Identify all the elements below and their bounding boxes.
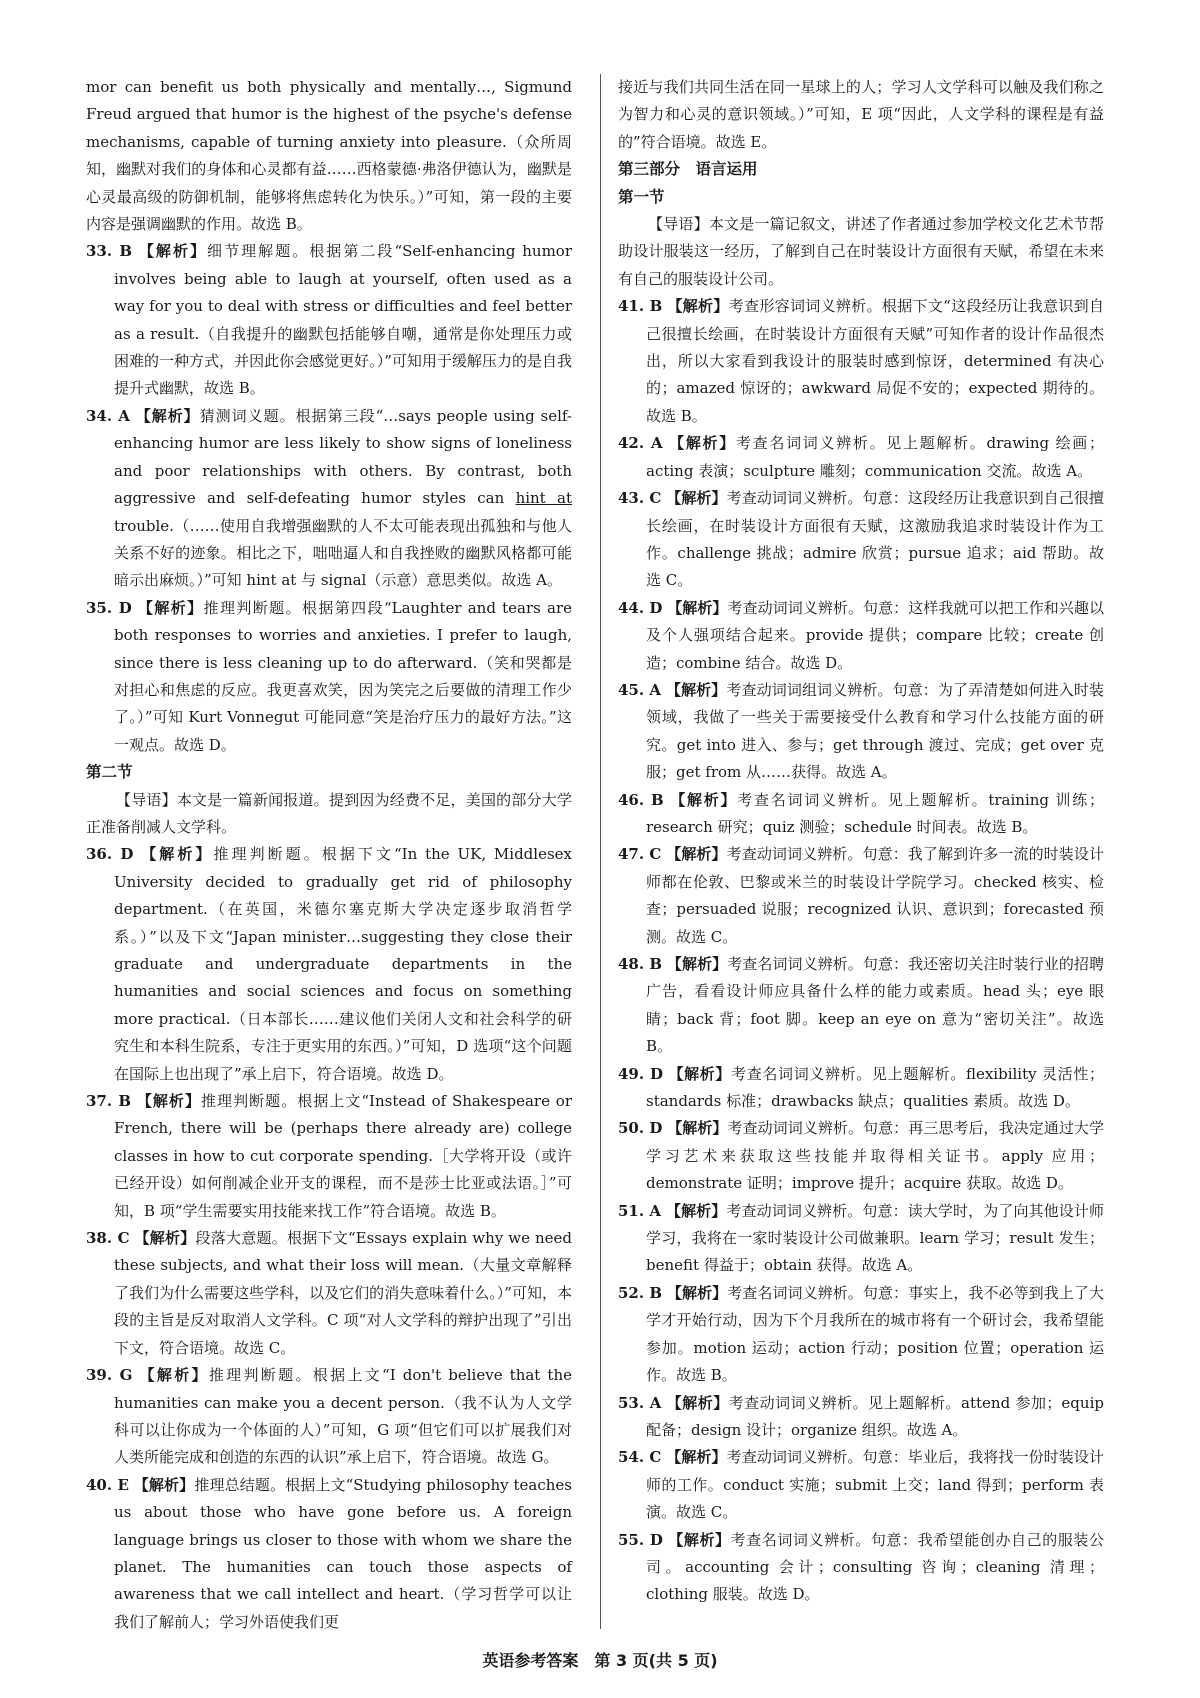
analysis-tag: 【解析】 bbox=[667, 1119, 728, 1138]
section-2-guide: 【导语】本文是一篇新闻报道。提到因为经费不足，美国的部分大学正准备削减人文学科。 bbox=[86, 790, 572, 836]
analysis-tag: 【解析】 bbox=[666, 1393, 729, 1412]
answer-item bbox=[618, 787, 1104, 842]
analysis-tag: 【解析】 bbox=[669, 434, 736, 453]
q32-continuation: mor can benefit us both physically and mentally…, Sigmund Freud argued that humor is the highest of the psyche's defense mechanisms, capable of turning anxiety into pleasure.（众所周知，幽默对我们的身体和心灵都有益……西格蒙德·弗洛伊德认为，幽默是心灵最高级的防御机制，能够将焦虑转化为快乐。）”可知，第一段的主要内容是强调幽默的作用。故选 B。 bbox=[86, 78, 572, 234]
analysis-text: 推理判断题。根据下文“In the UK, Middlesex University decided to gradually get rid of philosophy department.（在英国，米德尔塞克斯大学决定逐步取消哲学系。）”以及下文“Japan minister…suggesting they close their graduate and undergraduate departments in the humanities and social sciences and focus on something more practical.（日本部长……建议他们关闭人文和社会科学的研究生和本科生院系，专注于更实用的东西。）”可知，D 选项“这个问题在国际上也出现了”承上启下，符合语境。故选 D。 bbox=[114, 845, 572, 1083]
section-1-guide: 【导语】本文是一篇记叙文，讲述了作者通过参加学校文化艺术节帮助设计服装这一经历，了解到自己在时装设计方面很有天赋，希望在未来有自己的服装设计公司。 bbox=[618, 215, 1104, 288]
answer-item bbox=[618, 1198, 1104, 1280]
analysis-tag: 【解析】 bbox=[136, 1092, 202, 1111]
analysis-tag: 【解析】 bbox=[665, 1201, 727, 1220]
answer-number: 45. A bbox=[618, 680, 662, 699]
answer-item bbox=[618, 1527, 1104, 1609]
answer-number: 33. B bbox=[86, 242, 133, 261]
answer-number: 36. D bbox=[86, 845, 134, 864]
answer-item bbox=[618, 1390, 1104, 1445]
answer-number: 41. B bbox=[618, 297, 663, 316]
analysis-tag: 【解析】 bbox=[133, 1475, 195, 1494]
q40-continuation: 接近与我们共同生活在同一星球上的人；学习人文学科可以触及我们称之为智力和心灵的意识领域。）”可知，E 项“因此，人文学科的课程是有益的”符合语境。故选 E。 bbox=[618, 78, 1104, 151]
answer-item bbox=[618, 293, 1104, 430]
analysis-tag: 【解析】 bbox=[138, 242, 208, 261]
analysis-tag: 【解析】 bbox=[666, 955, 728, 973]
analysis-tag: 【解析】 bbox=[670, 790, 738, 809]
page-footer: 英语参考答案 第 3 页(共 5 页) bbox=[482, 1651, 718, 1670]
answer-33 bbox=[86, 238, 572, 402]
analysis-text: 考查名词词义辨析。见上题解析。flexibility 灵活性；standards 标准；drawbacks 缺点；qualities 素质。故选 D。 bbox=[646, 1064, 1104, 1111]
analysis-tag: 【解析】 bbox=[668, 1530, 731, 1549]
analysis-tag: 【解析】 bbox=[134, 1229, 196, 1248]
analysis-text: 推理判断题。根据上文“Instead of Shakespeare or French, there will be (perhaps there already are) college classes in how to cut corporate spending.［大学将开设（或许已经开设）如何削减企业开支的课程，而不是莎士比亚或法语。］”可知，B 项“学生需要实用技能来找工作”符合语境。故选 B。 bbox=[114, 1092, 572, 1220]
analysis-text: 考查动词词义辨析。句意：毕业后，我将找一份时装设计师的工作。conduct 实施；submit 上交；land 得到；perform 表演。故选 C。 bbox=[646, 1448, 1104, 1522]
answer-number: 48. B bbox=[618, 955, 663, 973]
answer-item bbox=[618, 1280, 1104, 1390]
part-3-heading: 第三部分 语言运用 bbox=[618, 160, 758, 179]
analysis-text: 考查名词词义辨析。见上题解析。drawing 绘画；acting 表演；sculpture 雕刻；communication 交流。故选 A。 bbox=[646, 434, 1104, 480]
analysis-text: 考查动词词义辨析。句意：读大学时，为了向其他设计师学习，我将在一家时装设计公司做兼职。learn 学习；result 发生；benefit 得益于；obtain 获得。故选 A。 bbox=[646, 1201, 1104, 1275]
analysis-text: 考查名词词义辨析。见上题解析。training 训练；research 研究；quiz 测验；schedule 时间表。故选 B。 bbox=[646, 790, 1104, 836]
answer-number: 34. A bbox=[86, 406, 130, 425]
answer-number: 54. C bbox=[618, 1448, 662, 1467]
answer-item bbox=[618, 1444, 1104, 1526]
answer-number: 46. B bbox=[618, 790, 664, 809]
answer-item bbox=[618, 430, 1104, 485]
answer-number: 53. A bbox=[618, 1393, 662, 1412]
answer-37 bbox=[86, 1088, 572, 1225]
analysis-tag: 【解析】 bbox=[135, 406, 200, 425]
analysis-text: 段落大意题。根据下文“Essays explain why we need these subjects, and what their loss will mean.（大量文章解释了我们为什么需要这些学科，以及它们的消失意味着什么。）”可知，本段的主旨是反对取消人文学科。C 项“对人文学科的辩护出现了”引出下文，符合语境。故选 C。 bbox=[114, 1229, 572, 1357]
section-1-heading: 第一节 bbox=[618, 187, 665, 206]
answer-number: 43. C bbox=[618, 489, 662, 508]
answer-40 bbox=[86, 1472, 572, 1636]
answer-item bbox=[618, 951, 1104, 1061]
analysis-text: 推理判断题。根据上文“I don't believe that the humanities can make you a decent person.（我不认为人文学科可以让你成为一个体面的人）”可知，G 项“但它们可以扩展我们对人类所能完成和创造的东西的认识”承上启下，符合语境。故选 G。 bbox=[114, 1366, 572, 1467]
answer-number: 44. D bbox=[618, 598, 663, 617]
answer-number: 52. B bbox=[618, 1283, 663, 1302]
analysis-text: 考查动词词组词义辨析。句意：为了弄清楚如何进入时装领域，我做了一些关于需要接受什么教育和学习什么技能方面的研究。get into 进入、参与；get through 渡过、完成；get over 克服；get from 从……获得。故选 A。 bbox=[646, 680, 1104, 782]
analysis-tag: 【解析】 bbox=[667, 297, 729, 316]
answer-item bbox=[618, 1061, 1104, 1116]
answer-34 bbox=[86, 403, 572, 595]
analysis-text: 考查动词词义辨析。句意：这样我就可以把工作和兴趣以及个人强项结合起来。provide 提供；compare 比较；create 创造；combine 结合。故选 D。 bbox=[646, 598, 1104, 672]
answer-number: 38. C bbox=[86, 1229, 130, 1248]
answer-35 bbox=[86, 595, 572, 759]
answer-number: 39. G bbox=[86, 1366, 133, 1385]
answer-number: 49. D bbox=[618, 1064, 663, 1083]
analysis-tag: 【解析】 bbox=[139, 1366, 209, 1385]
answer-39 bbox=[86, 1362, 572, 1472]
left-column bbox=[86, 74, 572, 1636]
answer-item bbox=[618, 841, 1104, 951]
analysis-text: 考查名词词义辨析。句意：我希望能创办自己的服装公司。accounting 会计；consulting 咨询；cleaning 清理；clothing 服装。故选 D。 bbox=[646, 1530, 1104, 1604]
answer-list bbox=[618, 293, 1104, 1609]
underlined-phrase: hint at bbox=[515, 489, 572, 508]
analysis-text: 考查名词词义辨析。句意：事实上，我不必等到我上了大学才开始行动，因为下个月我所在的城市将有一个研讨会，我希望能参加。motion 运动；action 行动；position 位置；operation 运作。故选 B。 bbox=[646, 1283, 1104, 1385]
answer-item bbox=[618, 485, 1104, 595]
answer-number: 40. E bbox=[86, 1475, 129, 1494]
analysis-text: 猜测词义题。根据第三段“…says people using self-enhancing humor are less likely to show signs of loneliness and poor relationships with others. By contrast, both aggressive and self-defeating humor styles can bbox=[114, 406, 572, 508]
analysis-tag: 【解析】 bbox=[668, 1064, 732, 1083]
column-divider bbox=[600, 74, 601, 1629]
analysis-tag: 【解析】 bbox=[137, 598, 204, 617]
answer-item bbox=[618, 1115, 1104, 1197]
answer-number: 47. C bbox=[618, 845, 662, 864]
analysis-text: 推理判断题。根据第四段“Laughter and tears are both responses to worries and anxieties. I prefer to laugh, since there is less cleaning up to do afterward.（笑和哭都是对担心和焦虑的反应。我更喜欢笑，因为笑完之后要做的清理工作少了。）”可知 Kurt Vonnegut 可能同意“笑是治疗压力的最好方法。”这一观点。故选 D。 bbox=[114, 598, 572, 754]
analysis-text: 考查动词词义辨析。句意：再三思考后，我决定通过大学学习艺术来获取这些技能并取得相关证书。apply 应用；demonstrate 证明；improve 提升；acquire 获取。故选 D。 bbox=[646, 1119, 1104, 1193]
analysis-text: 推理总结题。根据上文“Studying philosophy teaches us about those who have gone before us. A foreign language brings us closer to those with whom we share the planet. The humanities can touch those aspects of awareness that we call intellect and heart.（学习哲学可以让我们了解前人；学习外语使我们更 bbox=[114, 1475, 572, 1631]
analysis-tag: 【解析】 bbox=[141, 845, 214, 864]
analysis-text: 考查形容词词义辨析。根据下文“这段经历让我意识到自己很擅长绘画，在时装设计方面很有天赋”可知作者的设计作品很杰出，所以大家看到我设计的服装时感到惊讶，determined 有决心的；amazed 惊讶的；awkward 局促不安的；expected 期待的。故选 B。 bbox=[646, 297, 1104, 425]
answer-number: 55. D bbox=[618, 1530, 663, 1549]
answer-38 bbox=[86, 1225, 572, 1362]
section-2-heading: 第二节 bbox=[86, 763, 133, 782]
analysis-text: 细节理解题。根据第二段“Self-enhancing humor involves being able to laugh at yourself, often used as a way for you to deal with stress or difficulties and feel better as a result.（自我提升的幽默包括能够自嘲，通常是你处理压力或困难的一种方式，并因此你会感觉更好。）”可知用于缓解压力的是自我提升式幽默，故选 B。 bbox=[114, 242, 572, 398]
right-column bbox=[618, 74, 1104, 1609]
analysis-text: 考查名词词义辨析。句意：我还密切关注时装行业的招聘广告，看看设计师应具备什么样的能力或素质。head 头；eye 眼睛；back 背；foot 脚。keep an eye on 意为“密切关注”。故选 B。 bbox=[646, 955, 1104, 1056]
answer-number: 42. A bbox=[618, 434, 663, 453]
analysis-tag: 【解析】 bbox=[666, 1283, 728, 1302]
analysis-text-cont: trouble.（……使用自我增强幽默的人不太可能表现出孤独和与他人关系不好的迹象。相比之下，咄咄逼人和自我挫败的幽默风格都可能暗示出麻烦。）”可知 hint at 与 signal（示意）意思类似。故选 A。 bbox=[114, 516, 572, 590]
answer-number: 35. D bbox=[86, 598, 132, 617]
analysis-tag: 【解析】 bbox=[665, 680, 727, 699]
analysis-tag: 【解析】 bbox=[666, 489, 727, 508]
analysis-tag: 【解析】 bbox=[667, 598, 728, 617]
answer-number: 51. A bbox=[618, 1201, 662, 1220]
analysis-tag: 【解析】 bbox=[666, 845, 727, 864]
answer-item bbox=[618, 677, 1104, 787]
answer-number: 37. B bbox=[86, 1092, 132, 1111]
answer-36 bbox=[86, 841, 572, 1088]
analysis-text: 考查动词词义辨析。见上题解析。attend 参加；equip 配备；design 设计；organize 组织。故选 A。 bbox=[646, 1393, 1104, 1439]
answer-number: 50. D bbox=[618, 1119, 663, 1138]
analysis-text: 考查动词词义辨析。句意：这段经历让我意识到自己很擅长绘画，在时装设计方面很有天赋，这激励我追求时装设计作为工作。challenge 挑战；admire 欣赏；pursue 追求；aid 帮助。故选 C。 bbox=[646, 489, 1104, 590]
analysis-tag: 【解析】 bbox=[666, 1448, 727, 1467]
answer-item bbox=[618, 595, 1104, 677]
analysis-text: 考查动词词义辨析。句意：我了解到许多一流的时装设计师都在伦敦、巴黎或米兰的时装设计学院学习。checked 核实、检查；persuaded 说服；recognized 认识、意识到；forecasted 预测。故选 C。 bbox=[646, 845, 1104, 946]
